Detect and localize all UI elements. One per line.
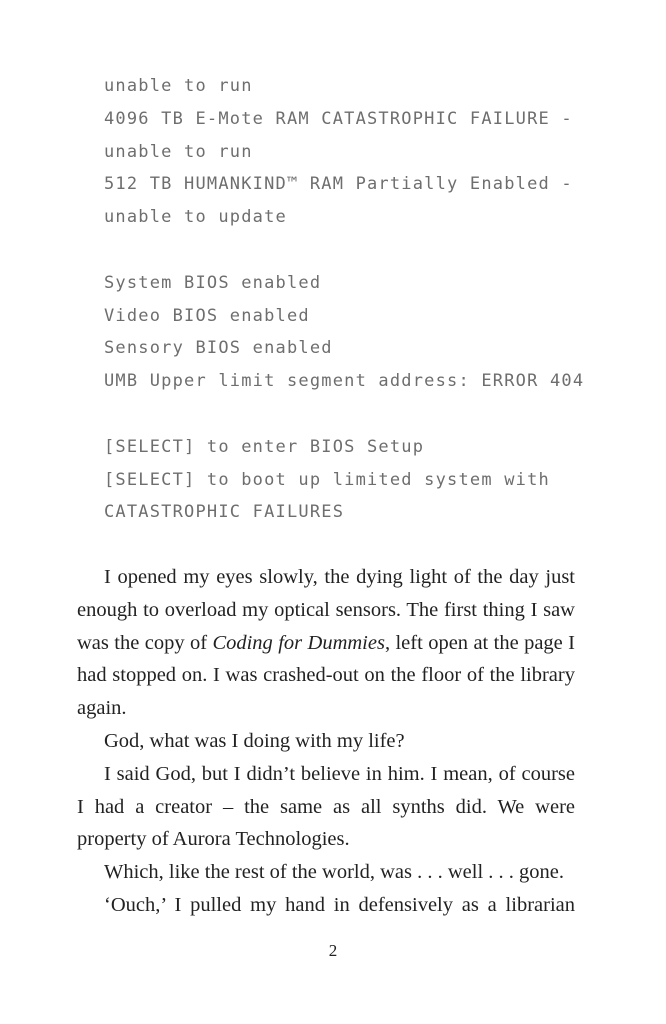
log-line: Video BIOS enabled [104, 305, 310, 326]
paragraph [77, 561, 575, 725]
bios-boot-log [104, 70, 624, 529]
log-line: unable to run [104, 141, 253, 162]
log-spacer [104, 398, 624, 431]
log-line: System BIOS enabled [104, 272, 322, 293]
paragraph: I said God, but I didn’t believe in him. I mean, of course I had a creator – the same as all synths did. We were property of Aurora Technologies. [77, 762, 575, 851]
log-line: unable to run [104, 76, 253, 96]
page-number: 2 [328, 941, 338, 960]
log-line: CATASTROPHIC FAILURES [104, 502, 345, 523]
paragraph: Which, like the rest of the world, was . . . well . . . gone. [104, 861, 564, 884]
paragraph-text: , left open at the page I had stopped on. I was crashed-out on the floor of the library again. [77, 631, 575, 720]
log-line: 512 TB HUMANKIND™ RAM Partially Enabled - [104, 174, 573, 195]
log-line: Sensory BIOS enabled [104, 338, 333, 359]
book-title: Coding for Dummies [212, 631, 385, 654]
story-text [77, 561, 575, 922]
log-line: [SELECT] to enter BIOS Setup [104, 436, 425, 457]
log-line: UMB Upper limit segment address: ERROR 404 [104, 371, 585, 392]
paragraph-text: I opened my eyes slowly, the dying light of the day just enough to overload my optical sensors. The first thing I saw was the copy of [77, 566, 575, 654]
log-line: [SELECT] to boot up limited system with [104, 469, 550, 490]
log-line: unable to update [104, 207, 287, 228]
paragraph: God, what was I doing with my life? [104, 729, 405, 752]
log-spacer [104, 234, 624, 267]
log-line: 4096 TB E-Mote RAM CATASTROPHIC FAILURE - [104, 108, 573, 129]
paragraph: ‘Ouch,’ I pulled my hand in defensively as a librarian [104, 893, 575, 916]
